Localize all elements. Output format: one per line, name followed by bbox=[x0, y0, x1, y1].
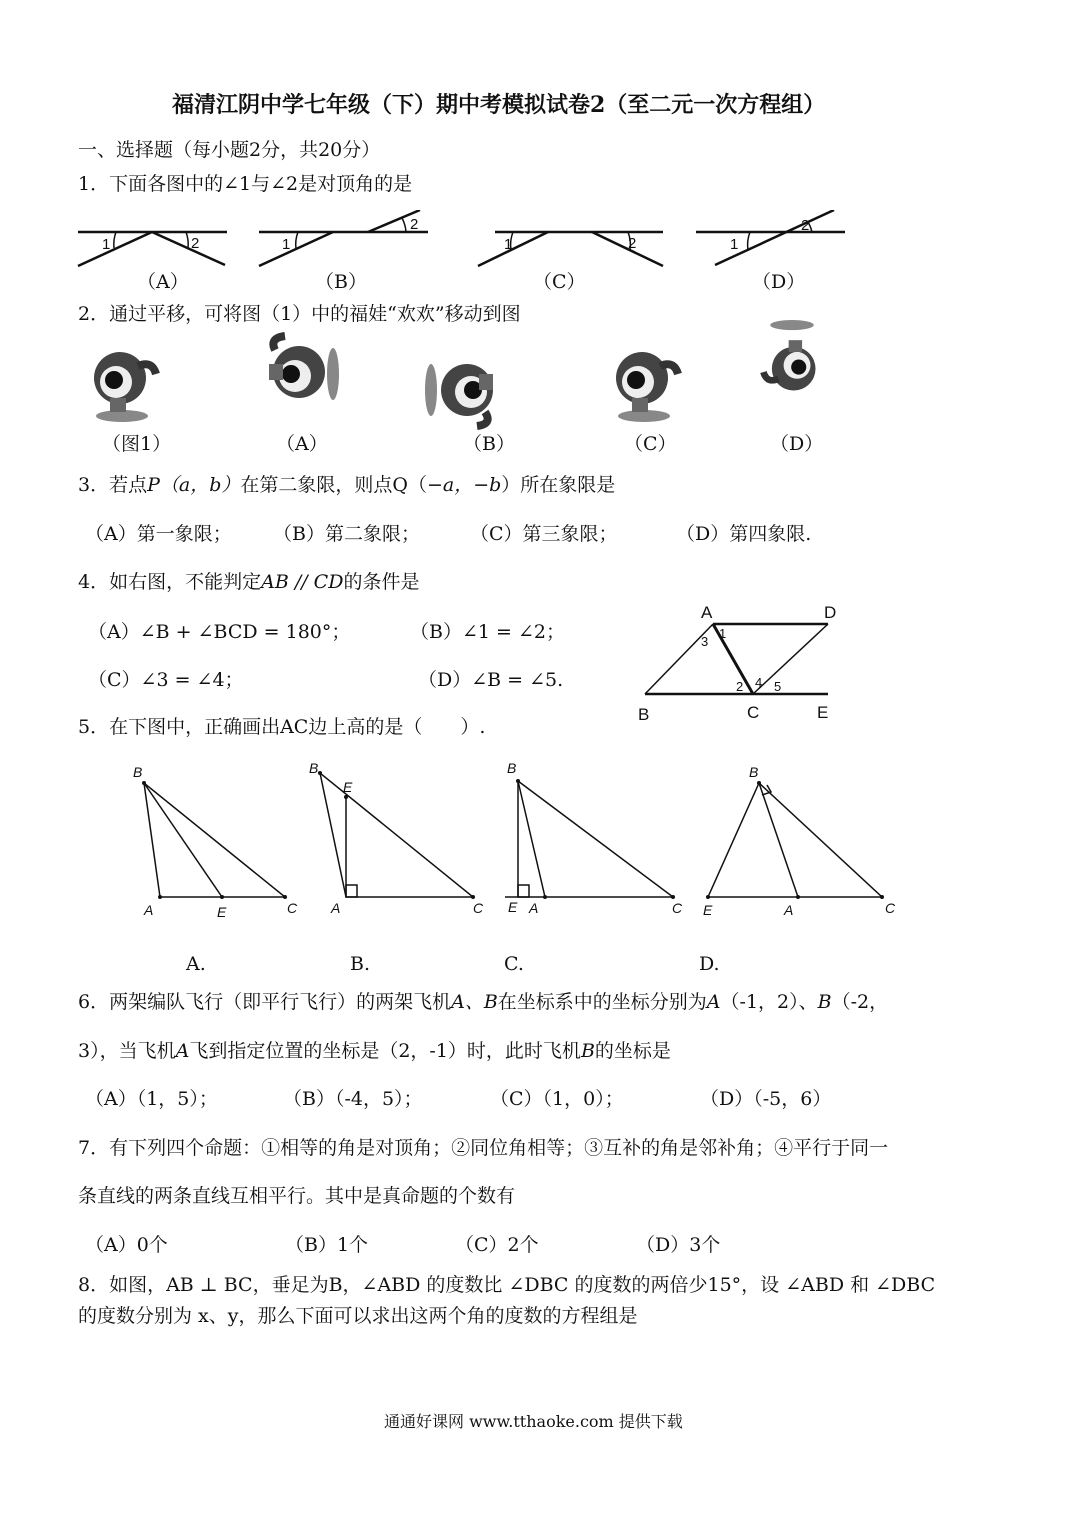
q1-b-label-1: 1 bbox=[282, 236, 291, 253]
q1-d-label-1: 1 bbox=[730, 236, 739, 253]
q4-stem bbox=[78, 570, 419, 594]
q6-line1-e: （-1，2）、 bbox=[720, 991, 818, 1013]
q3-point-p: P（a，b） bbox=[147, 474, 241, 496]
q3-option-b: （B）第二象限； bbox=[273, 523, 420, 545]
q6-option-a: （A）（1，5）； bbox=[85, 1088, 218, 1110]
q2-caption-b: （B） bbox=[463, 433, 515, 455]
q6-line1-d: A bbox=[706, 991, 721, 1013]
q4-label-c: C bbox=[747, 703, 760, 722]
q4-label-d: D bbox=[824, 603, 837, 622]
q1-option-d: （D） bbox=[752, 271, 806, 293]
q2-caption-original: （图1） bbox=[102, 433, 172, 455]
q5-caption-c: C. bbox=[504, 953, 524, 975]
q5b-label-e: E bbox=[343, 779, 353, 795]
q1-a-label-2: 2 bbox=[191, 235, 200, 252]
huanhuan-figure-original bbox=[80, 338, 164, 422]
page-footer: 通通好课网 www.tthaoke.com 提供下载 bbox=[384, 1412, 683, 1431]
q1-option-b: （B） bbox=[315, 271, 367, 293]
q3-stem-mid: 在第二象限，则点Q（ bbox=[240, 474, 427, 496]
q3-stem-suffix: ）所在象限是 bbox=[501, 474, 616, 496]
q2-stem: 2．通过平移，可将图（1）中的福娃“欢欢”移动到图 bbox=[78, 303, 521, 325]
q5-caption-a: A. bbox=[186, 953, 206, 975]
q4-label-a: A bbox=[701, 603, 713, 622]
section-heading: 一、选择题（每小题2分，共20分） bbox=[78, 139, 381, 161]
q5a-label-c: C bbox=[287, 900, 298, 916]
q2-caption-a: （A） bbox=[276, 433, 328, 455]
q6-line2-d: B bbox=[580, 1040, 595, 1062]
q4-label-1: 1 bbox=[719, 626, 727, 641]
q5d-label-b: B bbox=[749, 764, 759, 780]
q5d-label-e: E bbox=[703, 902, 713, 918]
q7-option-b: （B）1个 bbox=[285, 1234, 369, 1256]
q5b-label-c: C bbox=[473, 900, 484, 916]
q5a-label-b: B bbox=[133, 764, 143, 780]
q6-line1-f: B bbox=[817, 991, 832, 1013]
q4-stem-prefix: 4．如右图，不能判定 bbox=[78, 571, 262, 593]
q5-figures bbox=[125, 755, 905, 925]
q4-label-2: 2 bbox=[736, 679, 744, 694]
q2-caption-c: （C） bbox=[624, 433, 677, 455]
q6-line2-c: 飞到指定位置的坐标是（2，-1）时，此时飞机 bbox=[189, 1040, 581, 1062]
q1-c-label-2: 2 bbox=[628, 235, 637, 252]
q4-label-3: 3 bbox=[701, 634, 709, 649]
q5b-label-b: B bbox=[309, 760, 319, 776]
q5a-label-a: A bbox=[144, 902, 154, 918]
q3-option-a: （A）第一象限； bbox=[85, 523, 232, 545]
q5c-label-c: C bbox=[672, 900, 683, 916]
q6-option-b: （B）（-4，5）； bbox=[283, 1088, 423, 1110]
q6-line2-a: 3），当飞机 bbox=[78, 1040, 176, 1062]
q2-caption-d: （D） bbox=[770, 433, 824, 455]
q3-stem-prefix: 3．若点 bbox=[78, 474, 148, 496]
q5-caption-d: D. bbox=[699, 953, 720, 975]
q6-option-c: （C）（1，0）； bbox=[490, 1088, 624, 1110]
q4-label-b: B bbox=[638, 705, 650, 724]
q6-line1-g: （-2， bbox=[831, 991, 889, 1013]
q4-label-e: E bbox=[817, 703, 829, 722]
q6-line2 bbox=[78, 1039, 671, 1063]
q3-option-c: （C）第三象限； bbox=[470, 523, 618, 545]
q5b-label-a: A bbox=[331, 900, 341, 916]
q1-figures bbox=[70, 210, 860, 272]
q6-line1-c: 在坐标系中的坐标分别为 bbox=[497, 991, 707, 1013]
q6-option-d: （D）（-5，6） bbox=[700, 1088, 832, 1110]
q6-line1-b: A、B bbox=[451, 991, 498, 1013]
q3-option-d: （D）第四象限. bbox=[676, 523, 812, 545]
q7-option-c: （C）2个 bbox=[455, 1234, 539, 1256]
q1-stem: 1．下面各图中的∠1与∠2是对顶角的是 bbox=[78, 173, 413, 195]
q8-line1: 8．如图，AB ⊥ BC，垂足为B，∠ABD 的度数比 ∠DBC 的度数的两倍少15°，设 ∠ABD 和 ∠DBC bbox=[78, 1274, 936, 1296]
huanhuan-figure-b bbox=[425, 348, 509, 432]
q3-point-q: −a，−b bbox=[426, 474, 502, 496]
q1-d-label-2: 2 bbox=[801, 217, 810, 234]
q4-label-4: 4 bbox=[755, 675, 763, 690]
q7-option-a: （A）0个 bbox=[85, 1234, 168, 1256]
page-title: 福清江阴中学七年级（下）期中考模拟试卷2（至二元一次方程组） bbox=[172, 92, 826, 118]
q5c-label-a: A bbox=[529, 900, 539, 916]
q4-option-c: （C）∠3 = ∠4； bbox=[88, 669, 244, 691]
q5-stem: 5．在下图中，正确画出AC边上高的是（ ）. bbox=[78, 716, 486, 738]
q3-stem bbox=[78, 473, 615, 497]
q8-line2: 的度数分别为 x、y，那么下面可以求出这两个角的度数的方程组是 bbox=[78, 1305, 638, 1327]
q5a-label-e: E bbox=[217, 904, 227, 920]
q1-b-label-2: 2 bbox=[410, 216, 419, 233]
q1-option-a: （A） bbox=[137, 271, 189, 293]
huanhuan-figure-c bbox=[602, 338, 686, 422]
q6-line2-e: 的坐标是 bbox=[594, 1040, 671, 1062]
q5c-label-e: E bbox=[508, 899, 518, 915]
q4-figure bbox=[630, 596, 840, 726]
q5c-label-b: B bbox=[507, 760, 517, 776]
huanhuan-figure-a bbox=[255, 330, 339, 414]
q4-label-5: 5 bbox=[774, 679, 782, 694]
q4-stem-math: AB // CD bbox=[261, 571, 344, 593]
q5d-label-a: A bbox=[784, 902, 794, 918]
q7-option-d: （D）3个 bbox=[636, 1234, 721, 1256]
q5d-label-c: C bbox=[885, 900, 896, 916]
q4-option-a: （A）∠B + ∠BCD = 180°； bbox=[88, 621, 351, 643]
huanhuan-figure-d bbox=[750, 320, 834, 404]
q4-stem-suffix: 的条件是 bbox=[343, 571, 420, 593]
q1-option-c: （C） bbox=[533, 271, 586, 293]
q4-option-b: （B）∠1 = ∠2； bbox=[410, 621, 565, 643]
q7-line2: 条直线的两条直线互相平行。其中是真命题的个数有 bbox=[78, 1185, 516, 1207]
q7-line1: 7．有下列四个命题：①相等的角是对顶角；②同位角相等；③互补的角是邻补角；④平行于同一 bbox=[78, 1137, 889, 1159]
q1-a-label-1: 1 bbox=[102, 236, 111, 253]
q1-c-label-1: 1 bbox=[504, 236, 513, 253]
q4-option-d: （D）∠B = ∠5. bbox=[418, 669, 564, 691]
q6-line2-b: A bbox=[175, 1040, 190, 1062]
q6-line1-a: 6．两架编队飞行（即平行飞行）的两架飞机 bbox=[78, 991, 452, 1013]
q6-line1 bbox=[78, 990, 888, 1014]
q5-caption-b: B. bbox=[350, 953, 371, 975]
